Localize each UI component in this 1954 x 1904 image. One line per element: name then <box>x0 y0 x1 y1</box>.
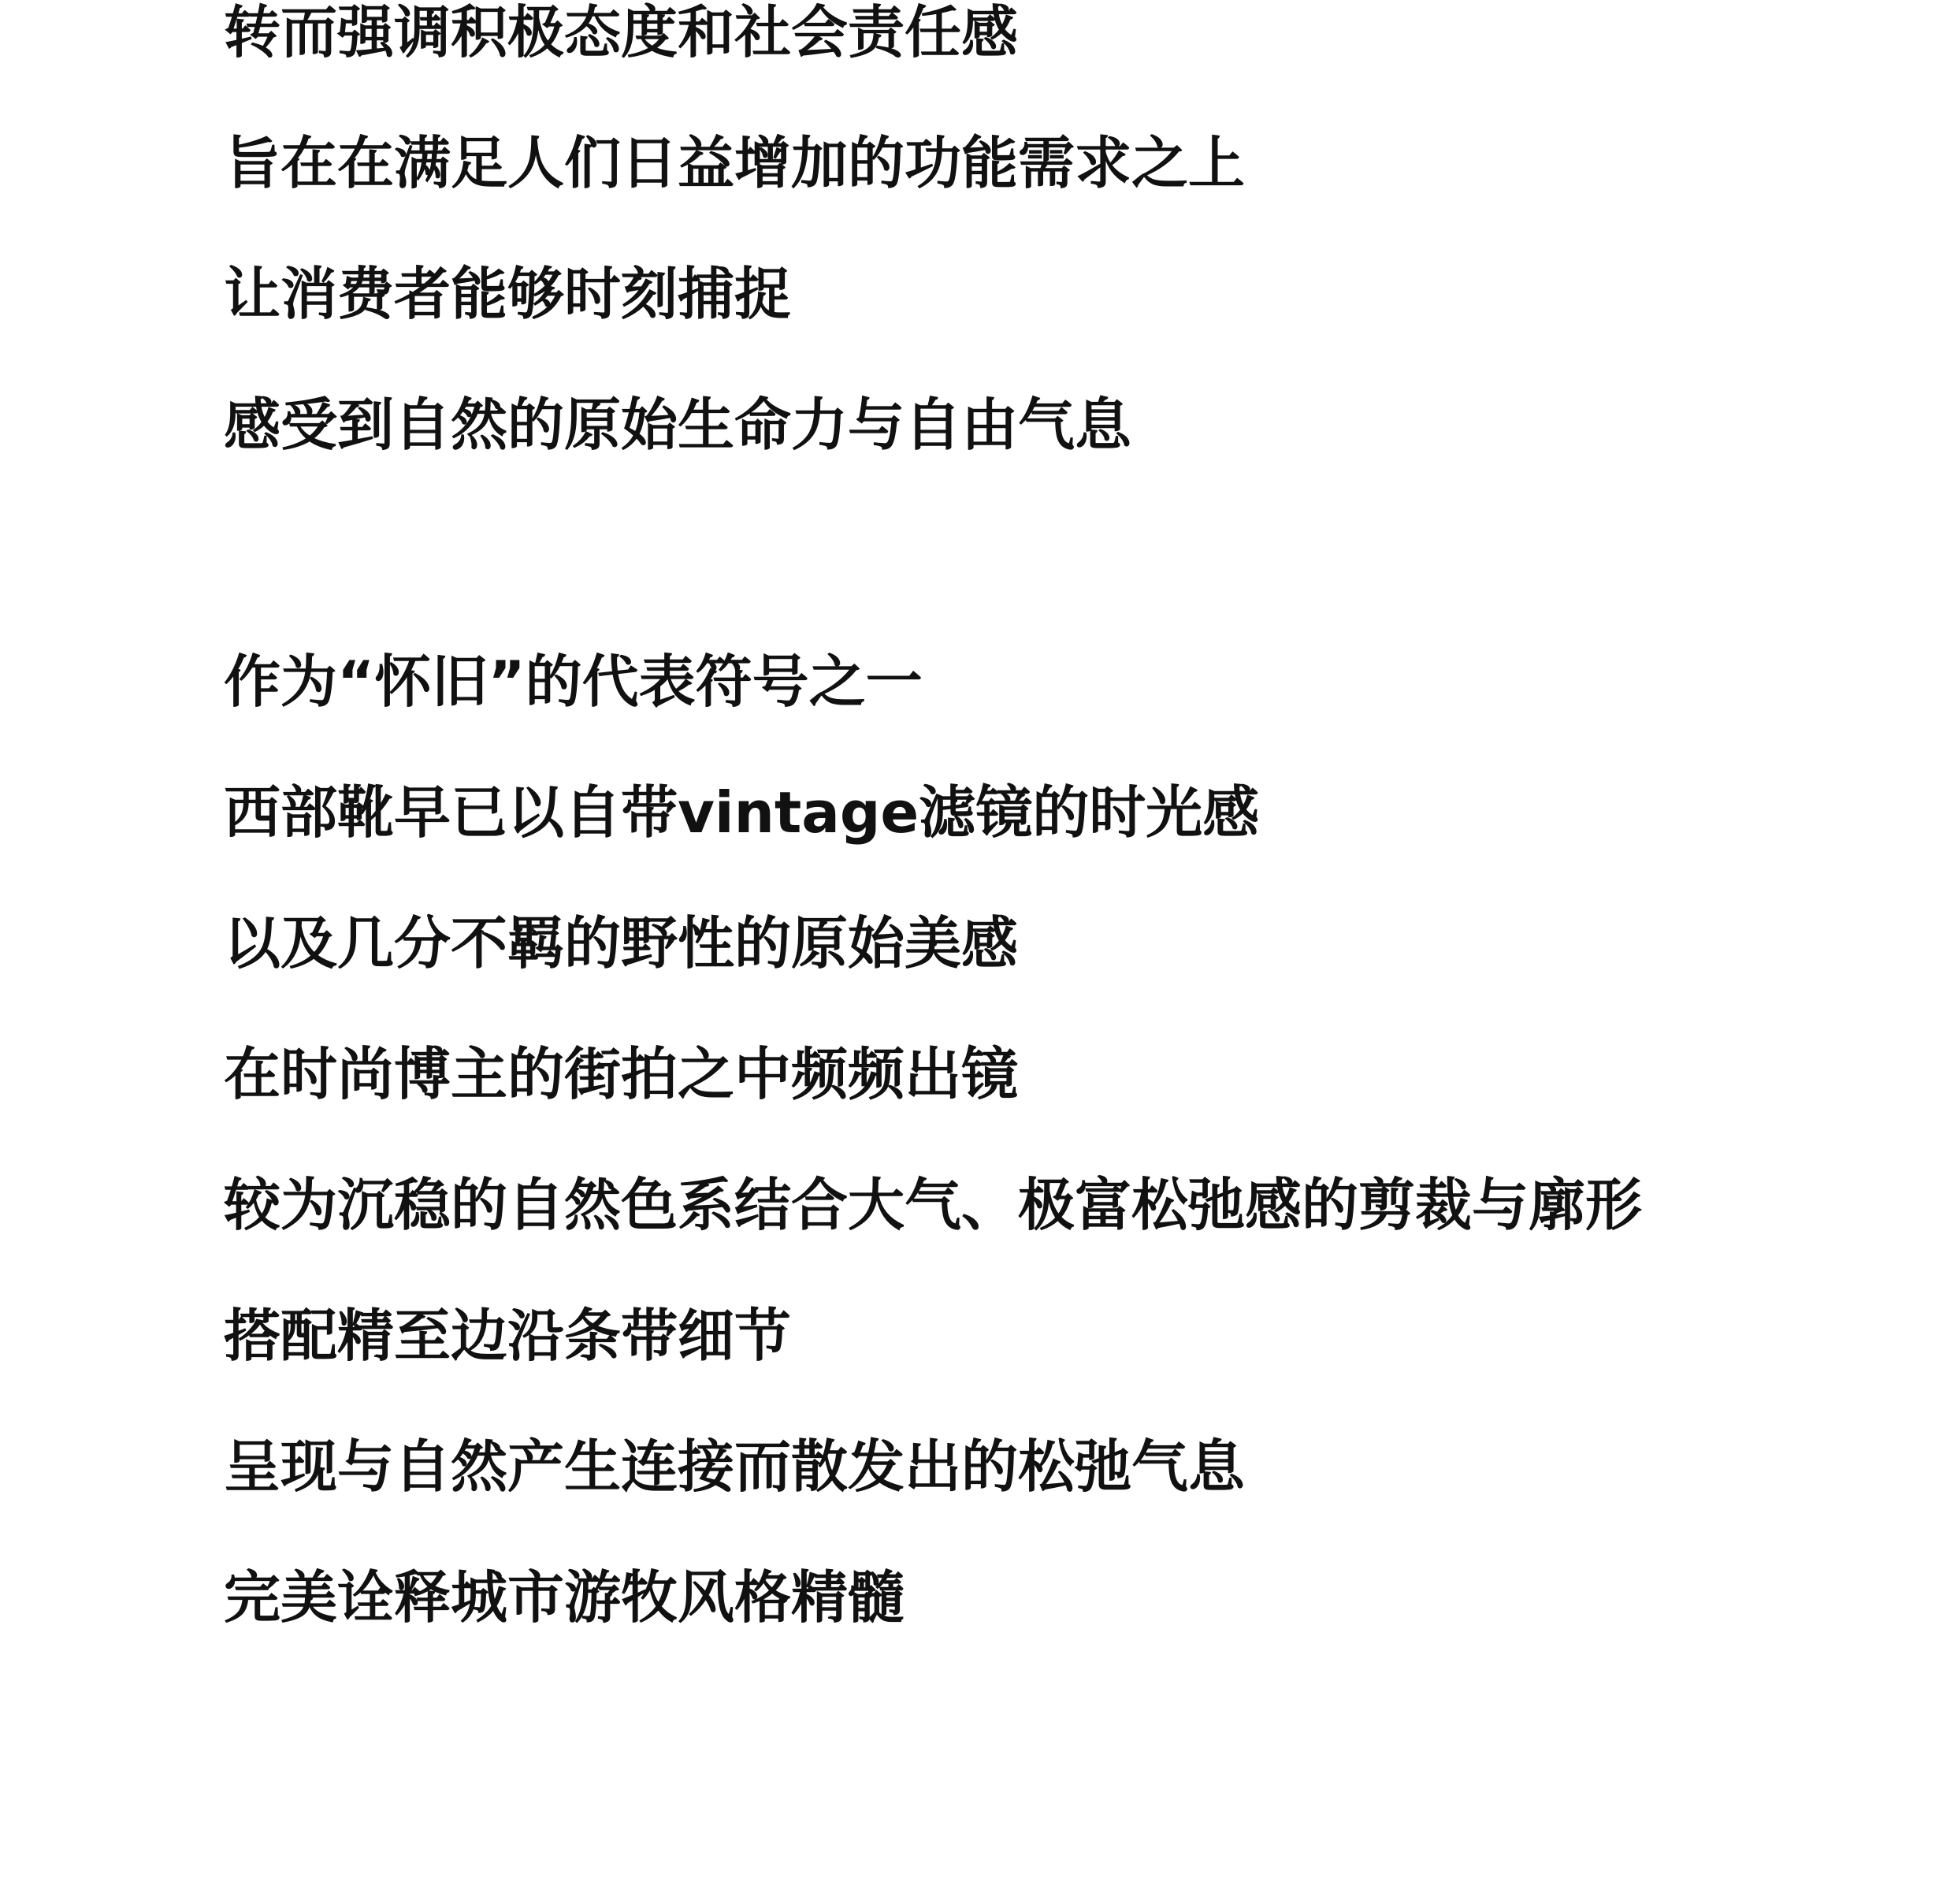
text-line: 搭配精至边沿条带细节 <box>224 1303 792 1369</box>
paragraph-intro <box>224 0 1934 490</box>
text-line: 让消费者能够时刻捕捉 <box>224 261 792 327</box>
text-line: 在时尚博主的街拍之中频频出镜 <box>224 1041 1019 1107</box>
text-line: 以及几分不羁的野性的原始美感 <box>224 910 1019 976</box>
text-line: 转而强调积极态度和社会责任感 <box>224 0 1019 65</box>
text-line: 完美诠释城市游牧风格精髓 <box>224 1564 905 1631</box>
paragraph-western-boots <box>224 616 1934 1663</box>
text-line: 较为沉稳的自然色系结合大气、极富松弛感的剪裁与廓形 <box>224 1172 1643 1238</box>
text-line: 西部靴早已以自带vintage滤镜的时光感 <box>224 779 1260 846</box>
text-line: 作为“怀旧”的代表符号之一 <box>224 649 923 715</box>
text-line: 呈现与自然产生连接而散发出的松弛气息 <box>224 1434 1246 1500</box>
text-line: 旨在在满足人们日益增加的功能需求之上 <box>224 130 1246 196</box>
text-line: 感受到自然的原始生命力与自由气息 <box>224 392 1132 458</box>
